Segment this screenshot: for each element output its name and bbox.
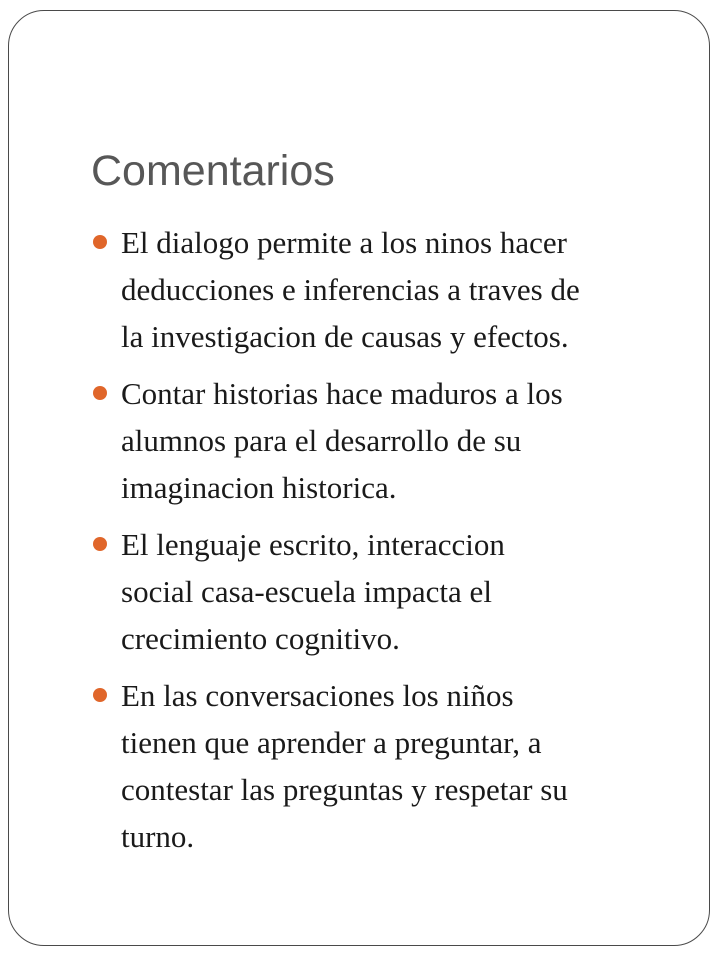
bullet-line: tienen que aprender a preguntar, a [121,725,542,760]
bullet-line: El lenguaje escrito, interaccion [121,527,505,562]
bullet-dot-icon [93,688,107,702]
slide-title: Comentarios [91,147,335,195]
bullet-dot-icon [93,537,107,551]
bullet-item-1 [93,219,703,360]
bullet-line: imaginacion historica. [121,470,397,505]
bullet-line: turno. [121,819,195,854]
bullet-line: crecimiento cognitivo. [121,621,400,656]
bullet-line: la investigacion de causas y efectos. [121,319,569,354]
bullet-line: contestar las preguntas y respetar su [121,772,568,807]
bullet-line: deducciones e inferencias a traves de [121,272,580,307]
bullet-line: En las conversaciones los niños [121,678,514,713]
bullet-line: El dialogo permite a los ninos hacer [121,225,567,260]
bullet-item-2 [93,370,703,511]
bullet-list [93,219,703,870]
bullet-line: alumnos para el desarrollo de su [121,423,522,458]
bullet-line: social casa-escuela impacta el [121,574,492,609]
bullet-item-4 [93,672,703,860]
bullet-item-3 [93,521,703,662]
slide-frame [8,10,710,946]
bullet-dot-icon [93,386,107,400]
bullet-line: Contar historias hace maduros a los [121,376,563,411]
bullet-dot-icon [93,235,107,249]
